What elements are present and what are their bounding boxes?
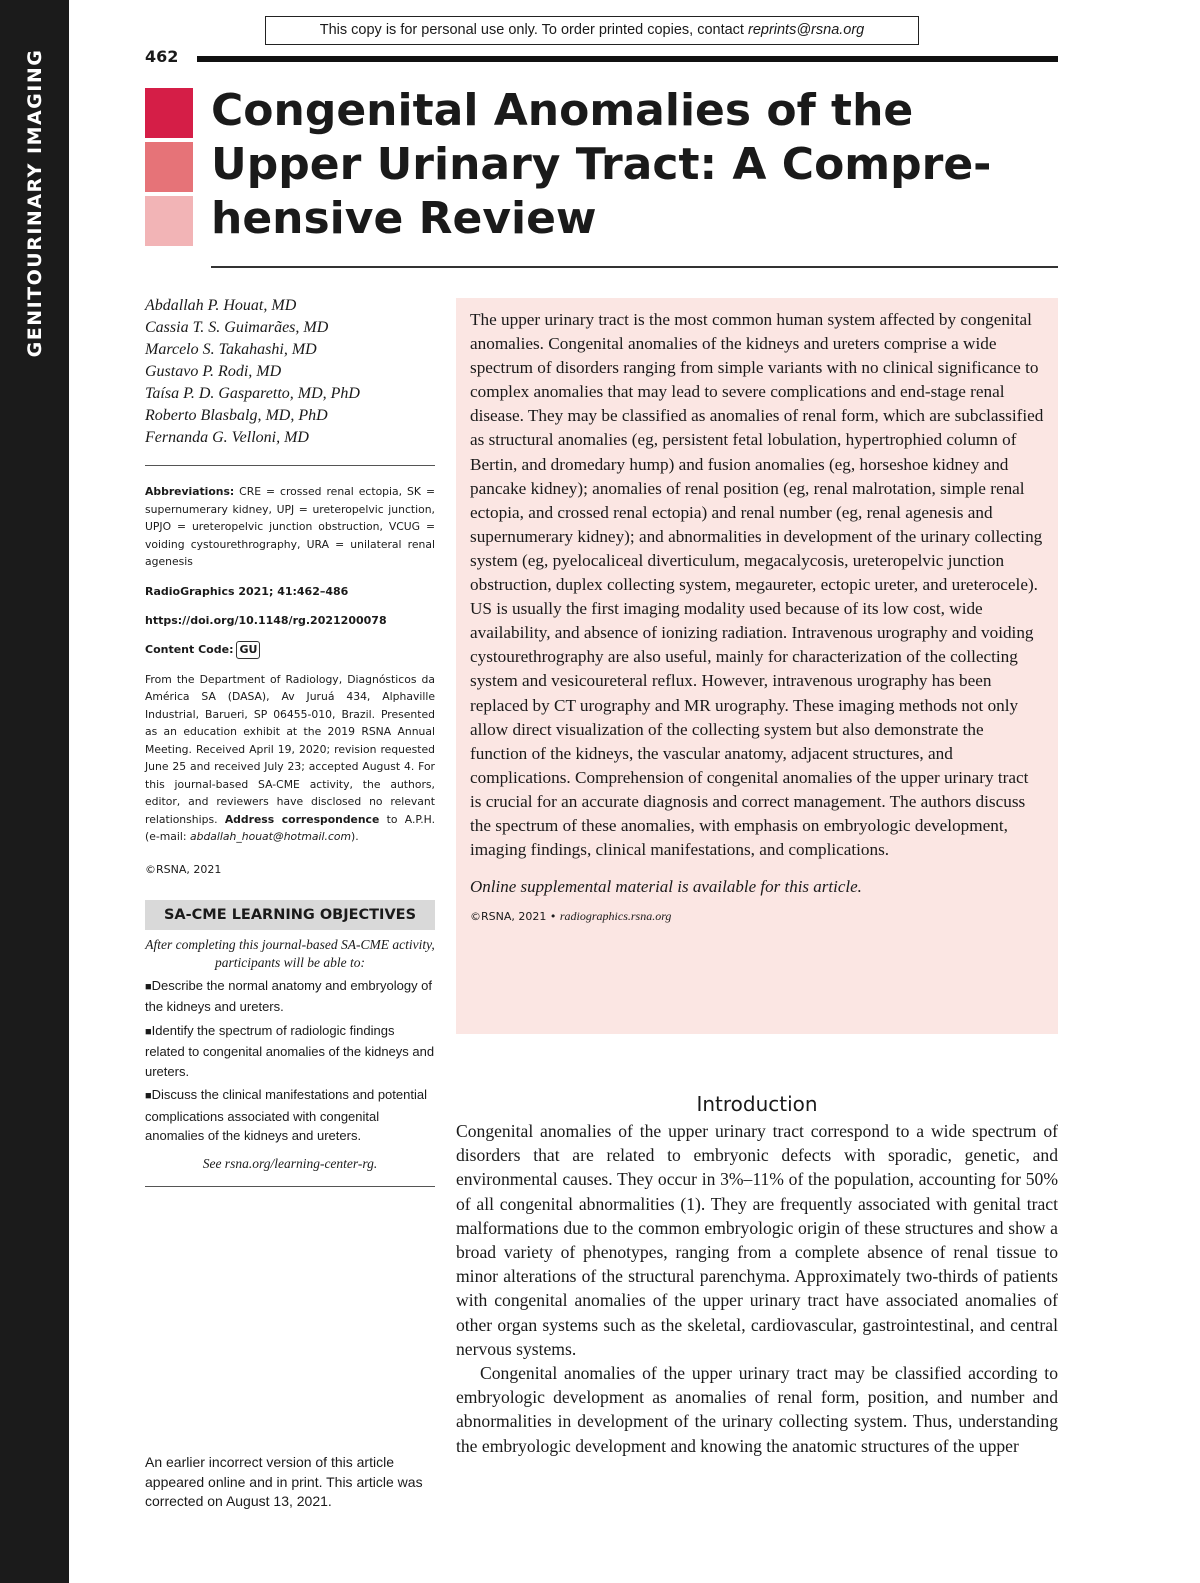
- cme-objective-text: Describe the normal anatomy and embryology of the kidneys and ureters.: [145, 977, 433, 1014]
- title-accent-square-1: [145, 88, 193, 138]
- cme-objective: [145, 1085, 435, 1146]
- content-code-label: Content Code:: [145, 642, 234, 656]
- author: Cassia T. S. Guimarães, MD: [145, 319, 329, 336]
- bullet-icon: ■: [145, 1090, 152, 1102]
- supplemental-note: Online supplemental material is available for this article.: [470, 877, 862, 897]
- abstract-box: [456, 298, 1058, 1034]
- affiliation-text: From the Department of Radiology, Diagnósticos da América SA (DASA), Av Juruá 434, Alphaville Industrial, Barueri, SP 06455-010, Brazil. Presented as an education exhibit at the 2019 RSNA Annual Meeting. Received April 19, 2020; revision requested June 25 and received July 23; accepted August 4. For this journal-based SA-CME activity, the authors, editor, and reviewers have disclosed no relevant relationships.: [145, 672, 435, 826]
- content-code-badge: GU: [236, 641, 260, 659]
- correction-note: An earlier incorrect version of this article appeared online and in print. This article was corrected on August 13, 2021.: [145, 1454, 423, 1509]
- bullet-icon: ■: [145, 1025, 152, 1038]
- author: Taísa P. D. Gasparetto, MD, PhD: [145, 385, 360, 402]
- title-rule: [211, 266, 1058, 268]
- header-rule: [197, 56, 1058, 62]
- copy-notice-text: This copy is for personal use only. To order printed copies, contact: [319, 22, 748, 38]
- title-accent-square-3: [145, 196, 193, 246]
- content-code: [145, 641, 435, 659]
- affiliation: [145, 671, 435, 846]
- cme-link[interactable]: See rsna.org/learning-center-rg.: [202, 1155, 378, 1171]
- abbreviations: [145, 483, 435, 571]
- address-label: Address correspondence: [224, 812, 380, 826]
- introduction-paragraph: Congenital anomalies of the upper urinary tract may be classified according to embryologic development as anomalies of renal form, position, and number and abnormalities in development of the urinary collecting system. Thus, understanding the embryologic development and knowing the anatomic structures of the upper: [456, 1363, 1058, 1456]
- cme-objective-text: Identify the spectrum of radiologic findings related to congenital anomalies of the kidneys and ureters.: [145, 1022, 435, 1079]
- author: Marcelo S. Takahashi, MD: [145, 341, 317, 358]
- copyright: ©RSNA, 2021: [145, 862, 222, 876]
- cme-objective: [145, 1021, 435, 1082]
- divider: [145, 465, 435, 466]
- abbreviations-label: Abbreviations:: [145, 485, 235, 498]
- journal-site-link[interactable]: radiographics.rsna.org: [559, 909, 672, 924]
- title-accent-square-2: [145, 142, 193, 192]
- page-number: 462: [145, 47, 179, 66]
- author: Roberto Blasbalg, MD, PhD: [145, 407, 328, 424]
- cme-intro: After completing this journal-based SA-CME activity, participants will be able to:: [145, 936, 435, 970]
- correspondence-email[interactable]: abdallah_houat@hotmail.com: [189, 830, 352, 843]
- reprints-email-link[interactable]: reprints@rsna.org: [747, 22, 865, 38]
- section-label: GENITOURINARY IMAGING: [24, 48, 46, 358]
- abstract-copyright-text: ©RSNA, 2021 •: [470, 910, 560, 924]
- cme-objective-text: Discuss the clinical manifestations and potential complications associated with congenital anomalies of the kidneys and ureters.: [145, 1087, 427, 1143]
- copy-notice: [265, 16, 919, 45]
- author: Fernanda G. Velloni, MD: [145, 429, 309, 446]
- doi-link[interactable]: https://doi.org/10.1148/rg.2021200078: [145, 613, 387, 627]
- abbreviations-text: CRE = crossed renal ectopia, SK = supernumerary kidney, UPJ = ureteropelvic junction, UPJO = ureteropelvic junction obstruction, VCUG = voiding cystourethrography, URA = unilateral renal agenesis: [145, 485, 435, 568]
- cme-objective: [145, 976, 435, 1017]
- author-list: [145, 295, 435, 449]
- introduction-heading: Introduction: [696, 1092, 818, 1116]
- bullet-icon: ■: [145, 980, 152, 993]
- introduction-paragraph: Congenital anomalies of the upper urinary tract correspond to a wide spectrum of disorders that are related to embryonic defects with sporadic, genetic, and environmental causes. They occur in 3%–11% of the population, accounting for 50% of all congenital abnormalities (1). They are frequently associated with genital tract malformations due to the common embryologic origin of these structures and show a broad variety of phenotypes, ranging from a complete absence of renal tissue to minor alterations of the structural parenchyma. Approximately two-thirds of patients with congenital anomalies of the upper urinary tract have associated anomalies of other organ systems such as the skeletal, cardiovascular, gastrointestinal, and central nervous systems.: [456, 1121, 1058, 1359]
- citation: RadioGraphics 2021; 41:462–486: [145, 584, 349, 598]
- introduction-body: [456, 1119, 1058, 1458]
- divider: [145, 1186, 435, 1187]
- address-close: ).: [351, 830, 359, 843]
- left-column: [145, 295, 435, 1187]
- abstract-text: The upper urinary tract is the most common human system affected by congenital anomalies. Congenital anomalies of the kidneys and ureters comprise a wide spectrum of disorders ranging from simple variants with no clinical significance to complex anomalies that may lead to severe complications and end-stage renal disease. They may be classified as anomalies of renal form, which are subclassified as structural anomalies (eg, persistent fetal lobulation, hypertrophied column of Bertin, and dromedary hump) and fusion anomalies (eg, horseshoe kidney and pancake kidney); anomalies of renal position (eg, renal malrotation, simple renal ectopia, and crossed renal ectopia) and renal number (eg, renal agenesis and supernumerary kidney); and abnormalities in development of the urinary collecting system (eg, pyelocaliceal diverticulum, megacalycosis, ureteropelvic junction obstruction, duplex collecting system, megaureter, ectopic ureter, and ureterocele). US is usually the first imaging modality used because of its low cost, wide availability, and absence of ionizing radiation. Intravenous urography and voiding cystourethrography are also useful, mainly for characterization of the collecting system and vesicoureteral reflux. However, intravenous urography has been replaced by CT urography and MR urography. These imaging methods not only allow direct visualization of the collecting system but also demonstrate the function of the kidneys, the vascular anatomy, adjacent structures, and complications. Comprehension of congenital anomalies of the upper urinary tract is crucial for an accurate diagnosis and correct management. The authors discuss the spectrum of these anomalies, with emphasis on embryologic development, imaging findings, clinical manifestations, and complications.: [470, 310, 1044, 860]
- address-text: to A.P.H. (e-mail:: [145, 812, 435, 843]
- abstract-copyright: [470, 909, 1044, 924]
- author: Abdallah P. Houat, MD: [145, 297, 297, 314]
- author: Gustavo P. Rodi, MD: [145, 363, 282, 380]
- cme-heading: SA-CME LEARNING OBJECTIVES: [145, 900, 435, 930]
- article-title: Congenital Anomalies of the Upper Urinary Tract: A Compre-hensive Review: [211, 85, 992, 244]
